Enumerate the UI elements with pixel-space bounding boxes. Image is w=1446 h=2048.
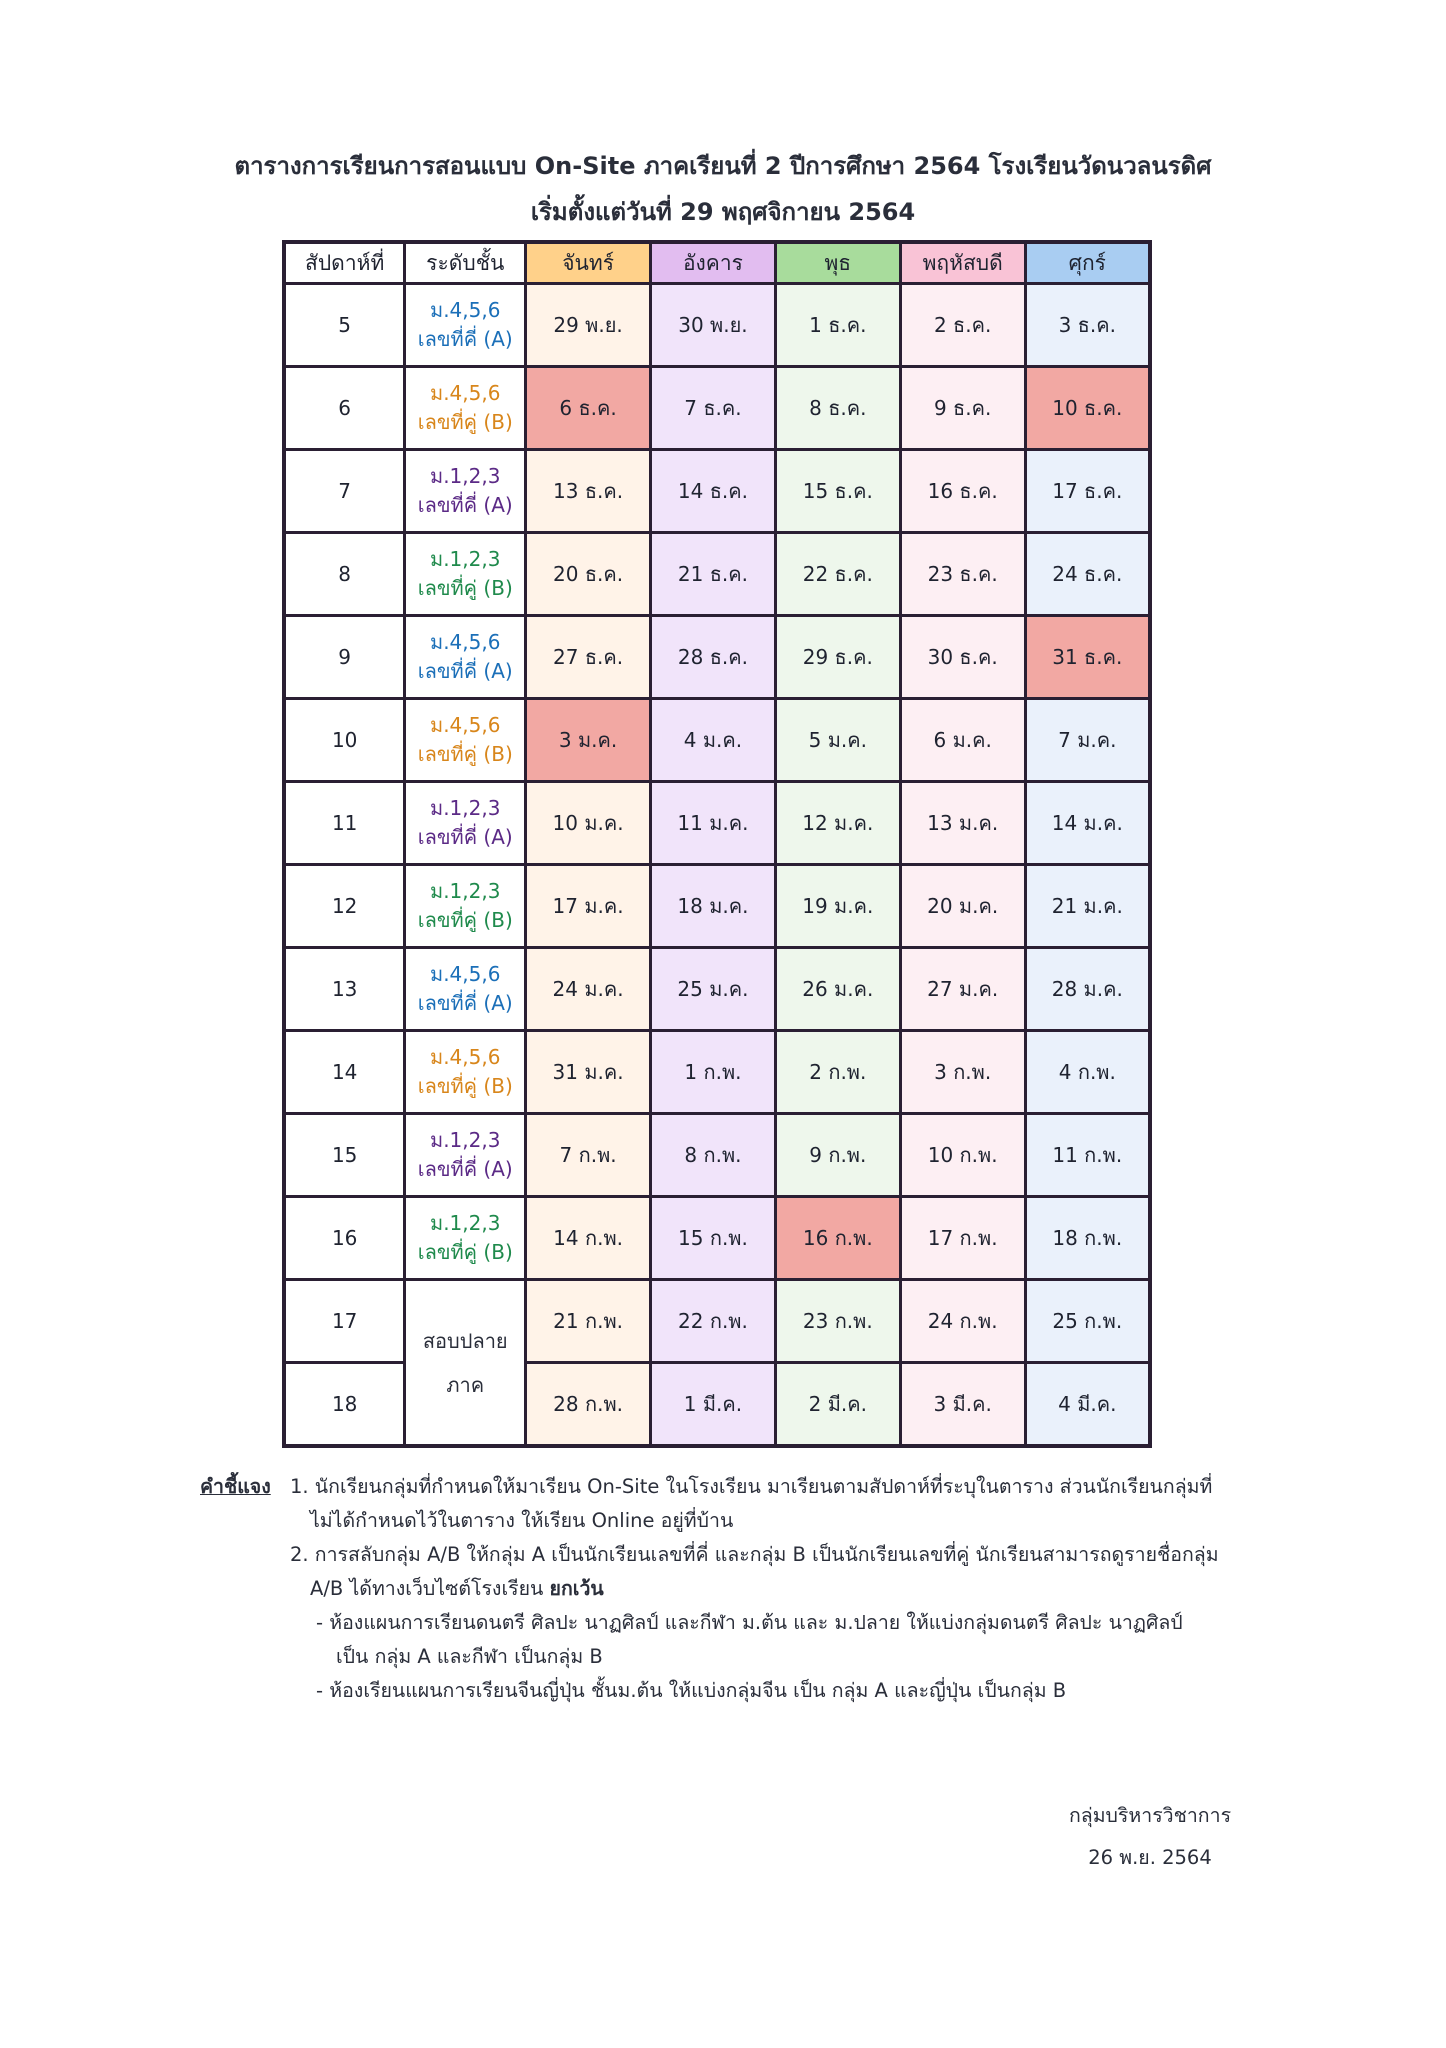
date-cell-monday: 13 ธ.ค.: [526, 450, 651, 533]
date-cell-tuesday: 1 มี.ค.: [651, 1363, 776, 1447]
date-cell-wednesday: 23 ก.พ.: [775, 1280, 900, 1363]
week-cell: 10: [284, 699, 405, 782]
table-row: [284, 284, 1150, 367]
date-cell-friday: 14 ม.ค.: [1025, 782, 1150, 865]
header-week: สัปดาห์ที่: [284, 242, 405, 284]
date-cell-monday: 14 ก.พ.: [526, 1197, 651, 1280]
date-cell-thursday: 3 มี.ค.: [900, 1363, 1025, 1447]
date-cell-tuesday: 7 ธ.ค.: [651, 367, 776, 450]
level-grade: ม.4,5,6: [430, 381, 501, 405]
note-2-line-1: 2. การสลับกลุ่ม A/B ให้กลุ่ม A เป็นนักเรียนเลขที่คี่ และกลุ่ม B เป็นนักเรียนเลขที่คู่ นักเรียนสามารถดูรายชื่อกลุ่ม: [290, 1543, 1219, 1566]
table-row: [284, 865, 1150, 948]
date-cell-thursday: 16 ธ.ค.: [900, 450, 1025, 533]
date-cell-monday: 24 ม.ค.: [526, 948, 651, 1031]
date-cell-monday: 28 ก.พ.: [526, 1363, 651, 1447]
date-cell-monday: 31 ม.ค.: [526, 1031, 651, 1114]
date-cell-wednesday: 8 ธ.ค.: [775, 367, 900, 450]
date-cell-monday: 29 พ.ย.: [526, 284, 651, 367]
date-cell-friday: 4 ก.พ.: [1025, 1031, 1150, 1114]
level-cell: [405, 948, 526, 1031]
bullet-1-line-2: เป็น กลุ่ม A และกีฬา เป็นกลุ่ม B: [336, 1645, 603, 1668]
note-2-line-2-text: A/B ได้ทางเว็บไซต์โรงเรียน: [310, 1577, 544, 1600]
date-cell-monday: 17 ม.ค.: [526, 865, 651, 948]
level-cell: [405, 1031, 526, 1114]
level-grade: ม.1,2,3: [430, 547, 501, 571]
level-cell: [405, 284, 526, 367]
date-cell-monday: 6 ธ.ค.: [526, 367, 651, 450]
level-grade: ม.1,2,3: [430, 796, 501, 820]
signature-date: 26 พ.ย. 2564: [1088, 1846, 1212, 1869]
final-exam-cell: สอบปลาย ภาค: [405, 1280, 526, 1447]
table-row: [284, 948, 1150, 1031]
level-cell: [405, 1114, 526, 1197]
date-cell-thursday: 17 ก.พ.: [900, 1197, 1025, 1280]
date-cell-monday: 21 ก.พ.: [526, 1280, 651, 1363]
note-1-line-1: 1. นักเรียนกลุ่มที่กำหนดให้มาเรียน On-Site ในโรงเรียน มาเรียนตามสัปดาห์ที่ระบุในตาราง ส่วนนักเรียนกลุ่มที่: [290, 1475, 1213, 1498]
note-2-line-2: [200, 1572, 1260, 1606]
date-cell-tuesday: 14 ธ.ค.: [651, 450, 776, 533]
level-cell: [405, 865, 526, 948]
level-grade: ม.1,2,3: [430, 1211, 501, 1235]
date-cell-friday: 25 ก.พ.: [1025, 1280, 1150, 1363]
level-grade: ม.1,2,3: [430, 879, 501, 903]
date-cell-thursday: 10 ก.พ.: [900, 1114, 1025, 1197]
date-cell-monday: 10 ม.ค.: [526, 782, 651, 865]
level-group: เลขที่คู่ (B): [417, 908, 513, 932]
date-cell-tuesday: 22 ก.พ.: [651, 1280, 776, 1363]
header-wednesday: พุธ: [775, 242, 900, 284]
date-cell-tuesday: 8 ก.พ.: [651, 1114, 776, 1197]
level-group: เลขที่คี่ (A): [417, 659, 513, 683]
header-tuesday: อังคาร: [651, 242, 776, 284]
date-cell-thursday: 27 ม.ค.: [900, 948, 1025, 1031]
date-cell-tuesday: 25 ม.ค.: [651, 948, 776, 1031]
notes-section: [200, 1470, 1260, 1708]
header-thursday: พฤหัสบดี: [900, 242, 1025, 284]
level-cell: [405, 533, 526, 616]
date-cell-wednesday: 1 ธ.ค.: [775, 284, 900, 367]
level-group: เลขที่คู่ (B): [417, 410, 513, 434]
level-cell: [405, 782, 526, 865]
date-cell-friday: 28 ม.ค.: [1025, 948, 1150, 1031]
table-row: [284, 1114, 1150, 1197]
date-cell-friday: 3 ธ.ค.: [1025, 284, 1150, 367]
date-cell-friday: 17 ธ.ค.: [1025, 450, 1150, 533]
level-group: เลขที่คู่ (B): [417, 742, 513, 766]
date-cell-wednesday: 29 ธ.ค.: [775, 616, 900, 699]
date-cell-tuesday: 15 ก.พ.: [651, 1197, 776, 1280]
level-grade: ม.4,5,6: [430, 298, 501, 322]
level-grade: ม.4,5,6: [430, 1045, 501, 1069]
date-cell-friday: 10 ธ.ค.: [1025, 367, 1150, 450]
date-cell-thursday: 3 ก.พ.: [900, 1031, 1025, 1114]
date-cell-thursday: 20 ม.ค.: [900, 865, 1025, 948]
level-group: เลขที่คู่ (B): [417, 1074, 513, 1098]
week-cell: 12: [284, 865, 405, 948]
level-grade: ม.4,5,6: [430, 713, 501, 737]
table-row: [284, 533, 1150, 616]
header-monday: จันทร์: [526, 242, 651, 284]
date-cell-tuesday: 21 ธ.ค.: [651, 533, 776, 616]
table-row: [284, 699, 1150, 782]
date-cell-tuesday: 11 ม.ค.: [651, 782, 776, 865]
level-grade: ม.1,2,3: [430, 464, 501, 488]
date-cell-wednesday: 2 มี.ค.: [775, 1363, 900, 1447]
level-cell: [405, 699, 526, 782]
date-cell-friday: 24 ธ.ค.: [1025, 533, 1150, 616]
level-grade: ม.4,5,6: [430, 630, 501, 654]
date-cell-wednesday: 26 ม.ค.: [775, 948, 900, 1031]
date-cell-monday: 27 ธ.ค.: [526, 616, 651, 699]
date-cell-wednesday: 9 ก.พ.: [775, 1114, 900, 1197]
week-cell: 11: [284, 782, 405, 865]
date-cell-thursday: 13 ม.ค.: [900, 782, 1025, 865]
level-group: เลขที่คู่ (B): [417, 1240, 513, 1264]
page-subtitle: เริ่มตั้งแต่วันที่ 29 พฤศจิกายน 2564: [530, 198, 916, 226]
week-cell: 15: [284, 1114, 405, 1197]
level-cell: [405, 1197, 526, 1280]
date-cell-thursday: 23 ธ.ค.: [900, 533, 1025, 616]
table-row: [284, 616, 1150, 699]
week-cell: 6: [284, 367, 405, 450]
level-cell: [405, 450, 526, 533]
table-header-row: [284, 242, 1150, 284]
date-cell-monday: 3 ม.ค.: [526, 699, 651, 782]
date-cell-wednesday: 16 ก.พ.: [775, 1197, 900, 1280]
table-row: [284, 1031, 1150, 1114]
date-cell-friday: 4 มี.ค.: [1025, 1363, 1150, 1447]
level-grade: ม.4,5,6: [430, 962, 501, 986]
date-cell-thursday: 24 ก.พ.: [900, 1280, 1025, 1363]
note-1-line-2: ไม่ได้กำหนดไว้ในตาราง ให้เรียน Online อยู่ที่บ้าน: [310, 1509, 734, 1532]
schedule-table: [282, 240, 1152, 1448]
date-cell-friday: 7 ม.ค.: [1025, 699, 1150, 782]
date-cell-thursday: 9 ธ.ค.: [900, 367, 1025, 450]
header-friday: ศุกร์: [1025, 242, 1150, 284]
week-cell: 16: [284, 1197, 405, 1280]
level-cell: [405, 616, 526, 699]
date-cell-wednesday: 22 ธ.ค.: [775, 533, 900, 616]
date-cell-friday: 21 ม.ค.: [1025, 865, 1150, 948]
date-cell-wednesday: 2 ก.พ.: [775, 1031, 900, 1114]
date-cell-monday: 20 ธ.ค.: [526, 533, 651, 616]
note-2-except: ยกเว้น: [549, 1577, 604, 1600]
date-cell-wednesday: 5 ม.ค.: [775, 699, 900, 782]
date-cell-wednesday: 19 ม.ค.: [775, 865, 900, 948]
date-cell-tuesday: 1 ก.พ.: [651, 1031, 776, 1114]
bullet-2-line-1: - ห้องเรียนแผนการเรียนจีนญี่ปุ่น ชั้นม.ต้น ให้แบ่งกลุ่มจีน เป็น กลุ่ม A และญี่ปุ่น เป็นกลุ่ม B: [316, 1679, 1067, 1702]
date-cell-monday: 7 ก.พ.: [526, 1114, 651, 1197]
level-grade: ม.1,2,3: [430, 1128, 501, 1152]
date-cell-thursday: 6 ม.ค.: [900, 699, 1025, 782]
date-cell-thursday: 30 ธ.ค.: [900, 616, 1025, 699]
table-row: [284, 450, 1150, 533]
level-cell: [405, 367, 526, 450]
date-cell-tuesday: 4 ม.ค.: [651, 699, 776, 782]
week-cell: 9: [284, 616, 405, 699]
date-cell-wednesday: 15 ธ.ค.: [775, 450, 900, 533]
week-cell: 13: [284, 948, 405, 1031]
table-row: [284, 1280, 1150, 1363]
date-cell-wednesday: 12 ม.ค.: [775, 782, 900, 865]
level-group: เลขที่คี่ (A): [417, 991, 513, 1015]
bullet-1-line-1: - ห้องแผนการเรียนดนตรี ศิลปะ นาฏศิลป์ และกีฬา ม.ต้น และ ม.ปลาย ให้แบ่งกลุ่มดนตรี ศิลปะ นาฏศิลป์: [316, 1611, 1183, 1634]
page-title: ตารางการเรียนการสอนแบบ On-Site ภาคเรียนที่ 2 ปีการศึกษา 2564 โรงเรียนวัดนวลนรดิศ: [234, 152, 1212, 180]
date-cell-thursday: 2 ธ.ค.: [900, 284, 1025, 367]
date-cell-friday: 11 ก.พ.: [1025, 1114, 1150, 1197]
date-cell-tuesday: 30 พ.ย.: [651, 284, 776, 367]
week-cell: 5: [284, 284, 405, 367]
week-cell: 7: [284, 450, 405, 533]
date-cell-tuesday: 28 ธ.ค.: [651, 616, 776, 699]
level-group: เลขที่คี่ (A): [417, 493, 513, 517]
signature-dept: กลุ่มบริหารวิชาการ: [1068, 1804, 1232, 1827]
level-group: เลขที่คี่ (A): [417, 327, 513, 351]
table-row: [284, 782, 1150, 865]
level-group: เลขที่คี่ (A): [417, 825, 513, 849]
date-cell-friday: 31 ธ.ค.: [1025, 616, 1150, 699]
week-cell: 14: [284, 1031, 405, 1114]
table-row: [284, 367, 1150, 450]
header-level: ระดับชั้น: [405, 242, 526, 284]
table-row: [284, 1197, 1150, 1280]
date-cell-friday: 18 ก.พ.: [1025, 1197, 1150, 1280]
week-cell: 17: [284, 1280, 405, 1363]
date-cell-tuesday: 18 ม.ค.: [651, 865, 776, 948]
notes-label: คำชี้แจง: [200, 1475, 271, 1498]
level-group: เลขที่คู่ (B): [417, 576, 513, 600]
week-cell: 18: [284, 1363, 405, 1447]
level-group: เลขที่คี่ (A): [417, 1157, 513, 1181]
week-cell: 8: [284, 533, 405, 616]
